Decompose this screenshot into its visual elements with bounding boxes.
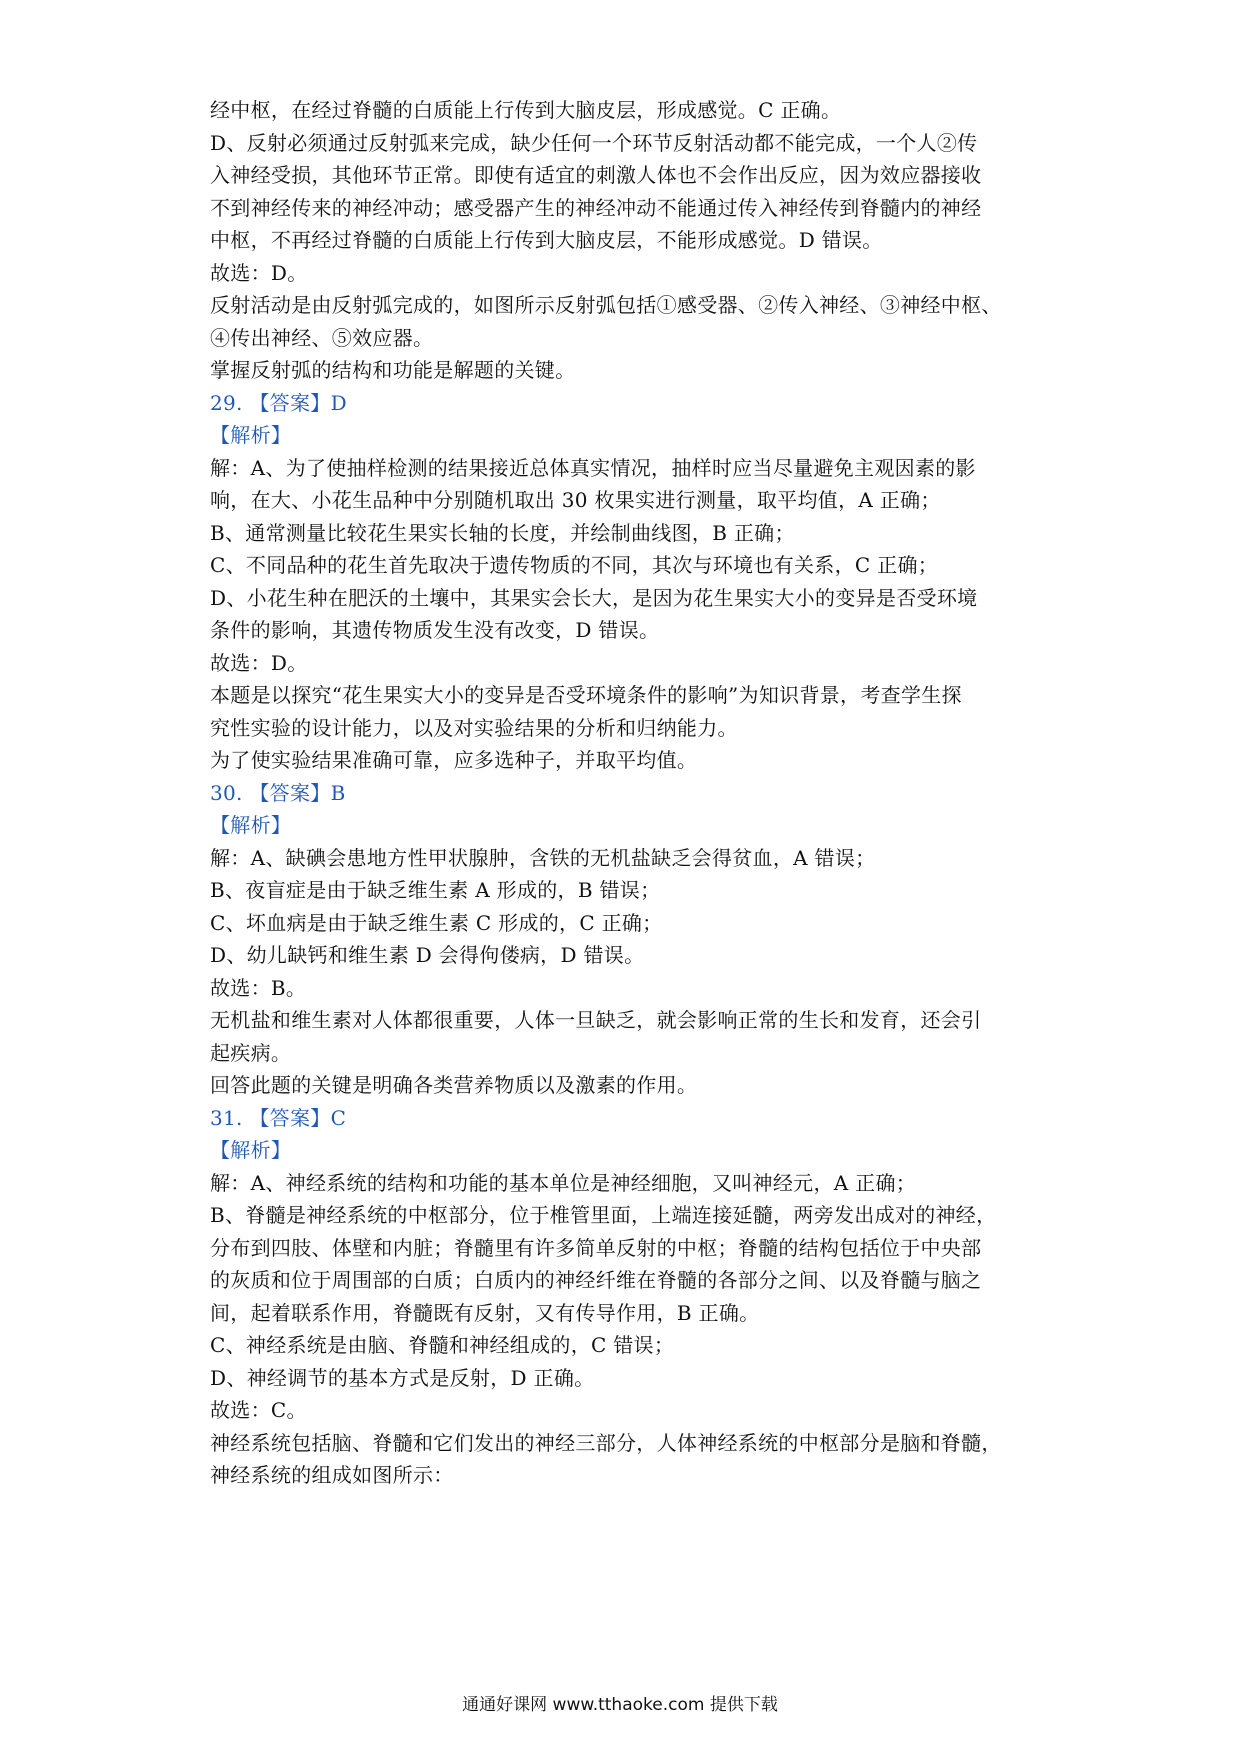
analysis-heading: 【解析】 [210, 1138, 292, 1162]
text-line: 解：A、神经系统的结构和功能的基本单位是神经细胞，又叫神经元，A 正确； [210, 1170, 917, 1195]
text-line: 经中枢，在经过脊髓的白质能上行传到大脑皮层，形成感觉。C 正确。 [210, 98, 842, 122]
text-line: 故选：D。 [210, 260, 308, 285]
text-line: 掌握反射弧的结构和功能是解题的关键。 [210, 358, 576, 382]
text-line: 为了使实验结果准确可靠，应多选种子，并取平均值。 [210, 748, 698, 772]
answer-heading: 31. 【答案】C [210, 1105, 347, 1130]
text-line: ④传出神经、⑤效应器。 [210, 325, 434, 350]
text-line: D、反射必须通过反射弧来完成，缺少任何一个环节反射活动都不能完成，一个人②传 [210, 130, 978, 155]
text-line: C、坏血病是由于缺乏维生素 C 形成的，C 正确； [210, 910, 663, 935]
text-line: 间，起着联系作用，脊髓既有反射，又有传导作用，B 正确。 [210, 1300, 760, 1325]
text-line: 条件的影响，其遗传物质发生没有改变，D 错误。 [210, 618, 660, 642]
text-line: 回答此题的关键是明确各类营养物质以及激素的作用。 [210, 1073, 698, 1097]
text-line: 故选：D。 [210, 650, 308, 675]
text-line: B、夜盲症是由于缺乏维生素 A 形成的，B 错误； [210, 878, 661, 902]
page-footer: 通通好课网 www.tthaoke.com 提供下载 [462, 1695, 778, 1715]
text-line: 无机盐和维生素对人体都很重要，人体一旦缺乏，就会影响正常的生长和发育，还会引 [210, 1008, 982, 1032]
text-line: C、神经系统是由脑、脊髓和神经组成的，C 错误； [210, 1333, 675, 1357]
text-line: B、通常测量比较花生果实长轴的长度，并绘制曲线图，B 正确； [210, 520, 795, 545]
text-line: D、小花生种在肥沃的土壤中，其果实会长大，是因为花生果实大小的变异是否受环境 [210, 585, 978, 610]
text-line: 解：A、为了使抽样检测的结果接近总体真实情况，抽样时应当尽量避免主观因素的影 [210, 455, 976, 480]
text-line: B、脊髓是神经系统的中枢部分，位于椎管里面，上端连接延髓，两旁发出成对的神经， [210, 1203, 997, 1227]
text-line: D、幼儿缺钙和维生素 D 会得佝偻病，D 错误。 [210, 943, 645, 967]
text-line: 反射活动是由反射弧完成的，如图所示反射弧包括①感受器、②传入神经、③神经中枢、 [210, 293, 1002, 317]
text-line: 的灰质和位于周围部的白质；白质内的神经纤维在脊髓的各部分之间、以及脊髓与脑之 [210, 1268, 982, 1292]
text-line: 神经系统的组成如图所示： [210, 1463, 454, 1487]
text-line: 本题是以探究“花生果实大小的变异是否受环境条件的影响”为知识背景，考查学生探 [210, 683, 962, 707]
text-line: 中枢，不再经过脊髓的白质能上行传到大脑皮层，不能形成感觉。D 错误。 [210, 228, 883, 252]
text-line: 分布到四肢、体壁和内脏；脊髓里有许多简单反射的中枢；脊髓的结构包括位于中央部 [210, 1235, 982, 1260]
text-line: 故选：C。 [210, 1398, 307, 1422]
text-line: 不到神经传来的神经冲动；感受器产生的神经冲动不能通过传入神经传到脊髓内的神经 [210, 195, 982, 220]
text-line: 神经系统包括脑、脊髓和它们发出的神经三部分，人体神经系统的中枢部分是脑和脊髓， [210, 1430, 1002, 1455]
document-body [210, 94, 1050, 1492]
text-line: C、不同品种的花生首先取决于遗传物质的不同，其次与环境也有关系，C 正确； [210, 553, 939, 577]
text-line: 解：A、缺碘会患地方性甲状腺肿，含铁的无机盐缺乏会得贫血，A 错误； [210, 845, 876, 870]
answer-heading: 29. 【答案】D [210, 390, 347, 415]
text-line: 入神经受损，其他环节正常。即使有适宜的刺激人体也不会作出反应，因为效应器接收 [210, 163, 982, 187]
text-line: 响，在大、小花生品种中分别随机取出 30 枚果实进行测量，取平均值，A 正确； [210, 488, 941, 512]
text-line: 故选：B。 [210, 975, 307, 1000]
text-line: 起疾病。 [210, 1040, 292, 1065]
text-line: 究性实验的设计能力，以及对实验结果的分析和归纳能力。 [210, 715, 738, 740]
analysis-heading: 【解析】 [210, 423, 292, 447]
analysis-heading: 【解析】 [210, 813, 292, 837]
answer-heading: 30. 【答案】B [210, 780, 346, 805]
text-line: D、神经调节的基本方式是反射，D 正确。 [210, 1365, 595, 1390]
